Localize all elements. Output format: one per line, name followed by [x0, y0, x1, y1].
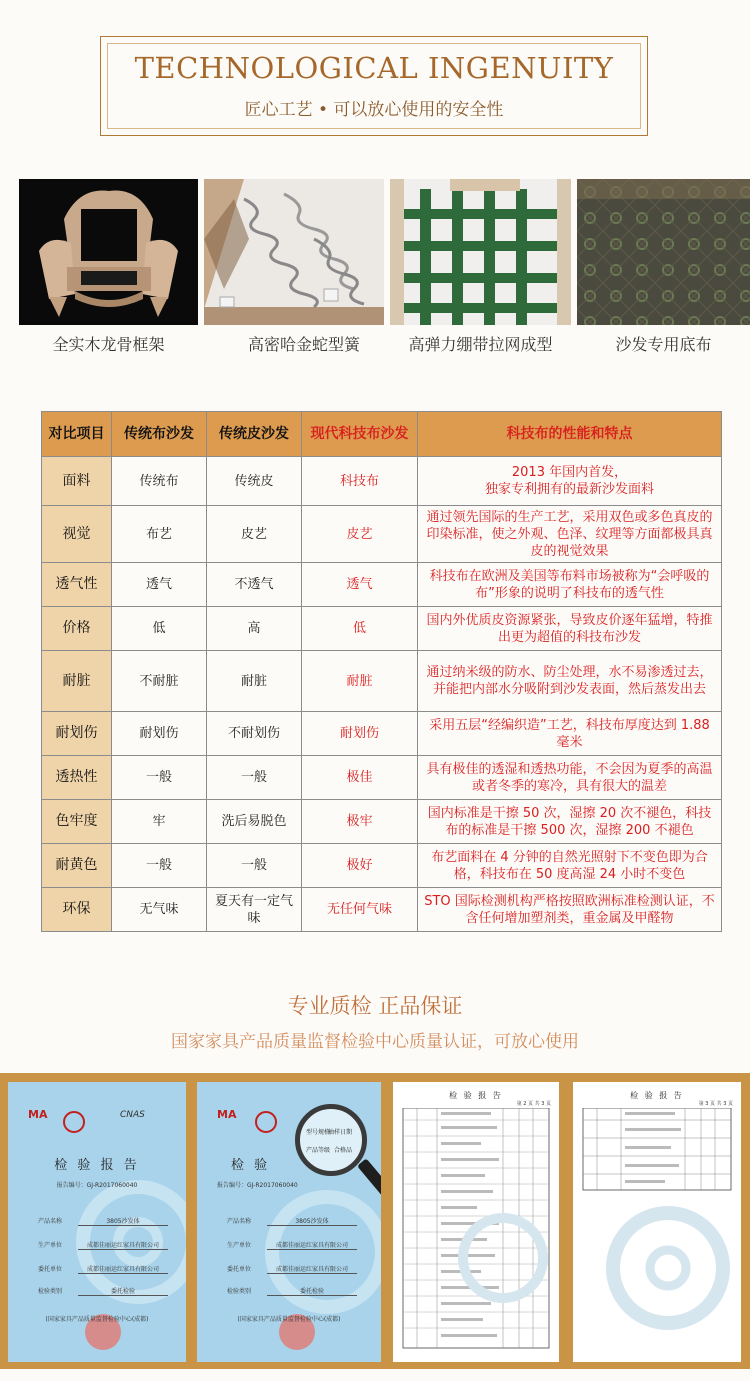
table-row — [42, 756, 722, 800]
table-row — [42, 457, 722, 506]
row-leather: 不透气 — [207, 563, 302, 607]
cert-title-partial: 检 验 — [231, 1158, 271, 1173]
cert-client-value: 成都佳丽运红家具有限公司 — [267, 1264, 357, 1274]
report-header: 检 验 报 告 — [449, 1091, 503, 1100]
elastic-webbing-photo — [390, 179, 571, 325]
table-row — [42, 506, 722, 563]
page-subtitle: 匠心工艺 • 可以放心使用的安全性 — [244, 100, 504, 120]
cert-footer: (国家家具产品质量监督检验中心(成都) — [45, 1316, 149, 1323]
row-cloth: 布艺 — [112, 506, 207, 563]
cert-client-label: 委托单位 — [38, 1266, 63, 1273]
row-leather: 耐脏 — [207, 651, 302, 712]
report-page-2 — [573, 1082, 741, 1362]
cert-product-label: 产品名称 — [38, 1218, 63, 1225]
comparison-table — [41, 411, 722, 932]
cert-product-label: 产品名称 — [227, 1218, 252, 1225]
certificate-cover-2 — [197, 1082, 381, 1362]
cert-product-value: 3805沙发体 — [267, 1216, 357, 1226]
cert-client-value: 成都佳丽运红家具有限公司 — [78, 1264, 168, 1274]
zoom-value-2: 合格品 — [334, 1147, 353, 1154]
base-cloth-photo — [577, 179, 750, 325]
cert-type-label: 检验类别 — [227, 1288, 252, 1295]
report-page-no: 第 3 页 共 3 页 — [698, 1101, 733, 1107]
row-desc: 科技布在欧洲及美国等布料市场被称为“会呼吸的布”形象的说明了科技布的透气性 — [418, 563, 722, 607]
row-leather: 不耐划伤 — [207, 712, 302, 756]
zoom-label-2: 产品等级 — [306, 1147, 331, 1154]
cert-producer-value: 成都佳丽运红家具有限公司 — [267, 1240, 357, 1250]
row-desc: 2013 年国内首发， 独家专利拥有的最新沙发面料 — [418, 457, 722, 506]
cert-type-label: 检验类别 — [38, 1288, 63, 1295]
row-tech: 耐划伤 — [302, 712, 418, 756]
ma-logo: MA — [217, 1108, 237, 1121]
row-item: 价格 — [42, 607, 112, 651]
row-desc: 国内外优质皮资源紧张，导致皮价逐年猛增，特推出更为超值的科技布沙发 — [418, 607, 722, 651]
header-item: 对比项目 — [42, 412, 112, 457]
row-desc: 具有极佳的透湿和透热功能，不会因为夏季的高温或者冬季的寒冷，具有很大的温差 — [418, 756, 722, 800]
row-tech: 耐脏 — [302, 651, 418, 712]
row-item: 透热性 — [42, 756, 112, 800]
row-cloth: 透气 — [112, 563, 207, 607]
row-desc: 采用五层“经编织造”工艺，科技布厚度达到 1.88 毫米 — [418, 712, 722, 756]
cert-client-label: 委托单位 — [227, 1266, 252, 1273]
cert-title: 检 验 报 告 — [54, 1158, 140, 1173]
row-tech: 低 — [302, 607, 418, 651]
row-tech: 无任何气味 — [302, 888, 418, 932]
row-tech: 透气 — [302, 563, 418, 607]
certificate-cover-1 — [8, 1082, 186, 1362]
row-item: 耐黄色 — [42, 844, 112, 888]
zoom-value-1: 抽样日期 — [328, 1129, 353, 1136]
serpentine-spring-photo — [204, 179, 384, 325]
cal-seal-icon — [255, 1111, 277, 1133]
row-leather: 传统皮 — [207, 457, 302, 506]
cert-report-no: 报告编号：GJ-R2017060040 — [56, 1182, 138, 1189]
row-item: 透气性 — [42, 563, 112, 607]
row-tech: 极佳 — [302, 756, 418, 800]
zoom-label-1: 型号规格 — [306, 1129, 331, 1136]
table-row — [42, 800, 722, 844]
cert-producer-label: 生产单位 — [227, 1242, 252, 1249]
row-cloth: 低 — [112, 607, 207, 651]
cert-product-value: 3805沙发体 — [78, 1216, 168, 1226]
row-leather: 一般 — [207, 844, 302, 888]
row-desc: 通过纳米级的防水、防尘处理，水不易渗透过去，并能把内部水分吸附到沙发表面，然后蒸发出去 — [418, 651, 722, 712]
row-leather: 皮艺 — [207, 506, 302, 563]
header-tech-sofa: 现代科技布沙发 — [302, 412, 418, 457]
row-item: 色牢度 — [42, 800, 112, 844]
table-row — [42, 651, 722, 712]
row-leather: 夏天有一定气味 — [207, 888, 302, 932]
row-leather: 高 — [207, 607, 302, 651]
row-leather: 一般 — [207, 756, 302, 800]
header-box — [100, 36, 648, 136]
row-cloth: 一般 — [112, 844, 207, 888]
row-item: 耐划伤 — [42, 712, 112, 756]
cnas-logo: CNAS — [120, 1110, 145, 1120]
header-tech-features: 科技布的性能和特点 — [418, 412, 722, 457]
row-item: 面料 — [42, 457, 112, 506]
row-desc: 国内标准是干擦 50 次，湿擦 20 次不褪色，科技布的标准是干擦 500 次，湿擦 200 不褪色 — [418, 800, 722, 844]
row-cloth: 牢 — [112, 800, 207, 844]
row-tech: 极牢 — [302, 800, 418, 844]
report-page-1 — [393, 1082, 559, 1362]
photo-caption-1: 全实木龙骨框架 — [52, 335, 165, 354]
magnifying-glass-icon — [295, 1104, 367, 1176]
row-tech: 极好 — [302, 844, 418, 888]
cert-producer-value: 成都佳丽运红家具有限公司 — [78, 1240, 168, 1250]
cert-producer-label: 生产单位 — [38, 1242, 63, 1249]
table-row — [42, 888, 722, 932]
row-desc: 通过领先国际的生产工艺，采用双色或多色真皮的印染标准，使之外观、色泽、纹理等方面都极具真皮的视觉效果 — [418, 506, 722, 563]
qc-title: 专业质检 正品保证 — [287, 994, 463, 1018]
cert-type-value: 委托检验 — [267, 1286, 357, 1296]
table-row — [42, 712, 722, 756]
row-cloth: 不耐脏 — [112, 651, 207, 712]
qc-subtitle: 国家家具产品质量监督检验中心质量认证，可放心使用 — [171, 1032, 579, 1052]
table-row — [42, 844, 722, 888]
row-desc: STO 国际检测机构严格按照欧洲标准检测认证，不含任何增加塑剂类，重金属及甲醛物 — [418, 888, 722, 932]
cert-type-value: 委托检验 — [78, 1286, 168, 1296]
page-title: TECHNOLOGICAL INGENUITY — [134, 51, 614, 85]
row-cloth: 无气味 — [112, 888, 207, 932]
row-cloth: 一般 — [112, 756, 207, 800]
report-header: 检 验 报 告 — [630, 1091, 684, 1100]
row-cloth: 耐划伤 — [112, 712, 207, 756]
cal-seal-icon — [63, 1111, 85, 1133]
photo-caption-2: 高密哈金蛇型簧 — [247, 335, 360, 354]
table-row — [42, 607, 722, 651]
row-item: 视觉 — [42, 506, 112, 563]
photo-caption-3: 高弹力绷带拉网成型 — [408, 335, 553, 354]
photo-caption-4: 沙发专用底布 — [615, 335, 712, 354]
ma-logo: MA — [28, 1108, 48, 1121]
wood-frame-photo — [19, 179, 198, 325]
header-leather-sofa: 传统皮沙发 — [207, 412, 302, 457]
row-cloth: 传统布 — [112, 457, 207, 506]
table-header-row — [42, 412, 722, 457]
row-item: 环保 — [42, 888, 112, 932]
row-item: 耐脏 — [42, 651, 112, 712]
cert-report-no: 报告编号：GJ-R2017060040 — [217, 1182, 298, 1189]
row-leather: 洗后易脱色 — [207, 800, 302, 844]
row-desc: 布艺面料在 4 分钟的自然光照射下不变色即为合格，科技布在 50 度高湿 24 小时不变色 — [418, 844, 722, 888]
header-cloth-sofa: 传统布沙发 — [112, 412, 207, 457]
report-page-no: 第 2 页 共 3 页 — [516, 1101, 551, 1107]
table-row — [42, 563, 722, 607]
row-tech: 皮艺 — [302, 506, 418, 563]
cert-footer: (国家家具产品质量监督检验中心(成都) — [237, 1316, 341, 1323]
row-tech: 科技布 — [302, 457, 418, 506]
